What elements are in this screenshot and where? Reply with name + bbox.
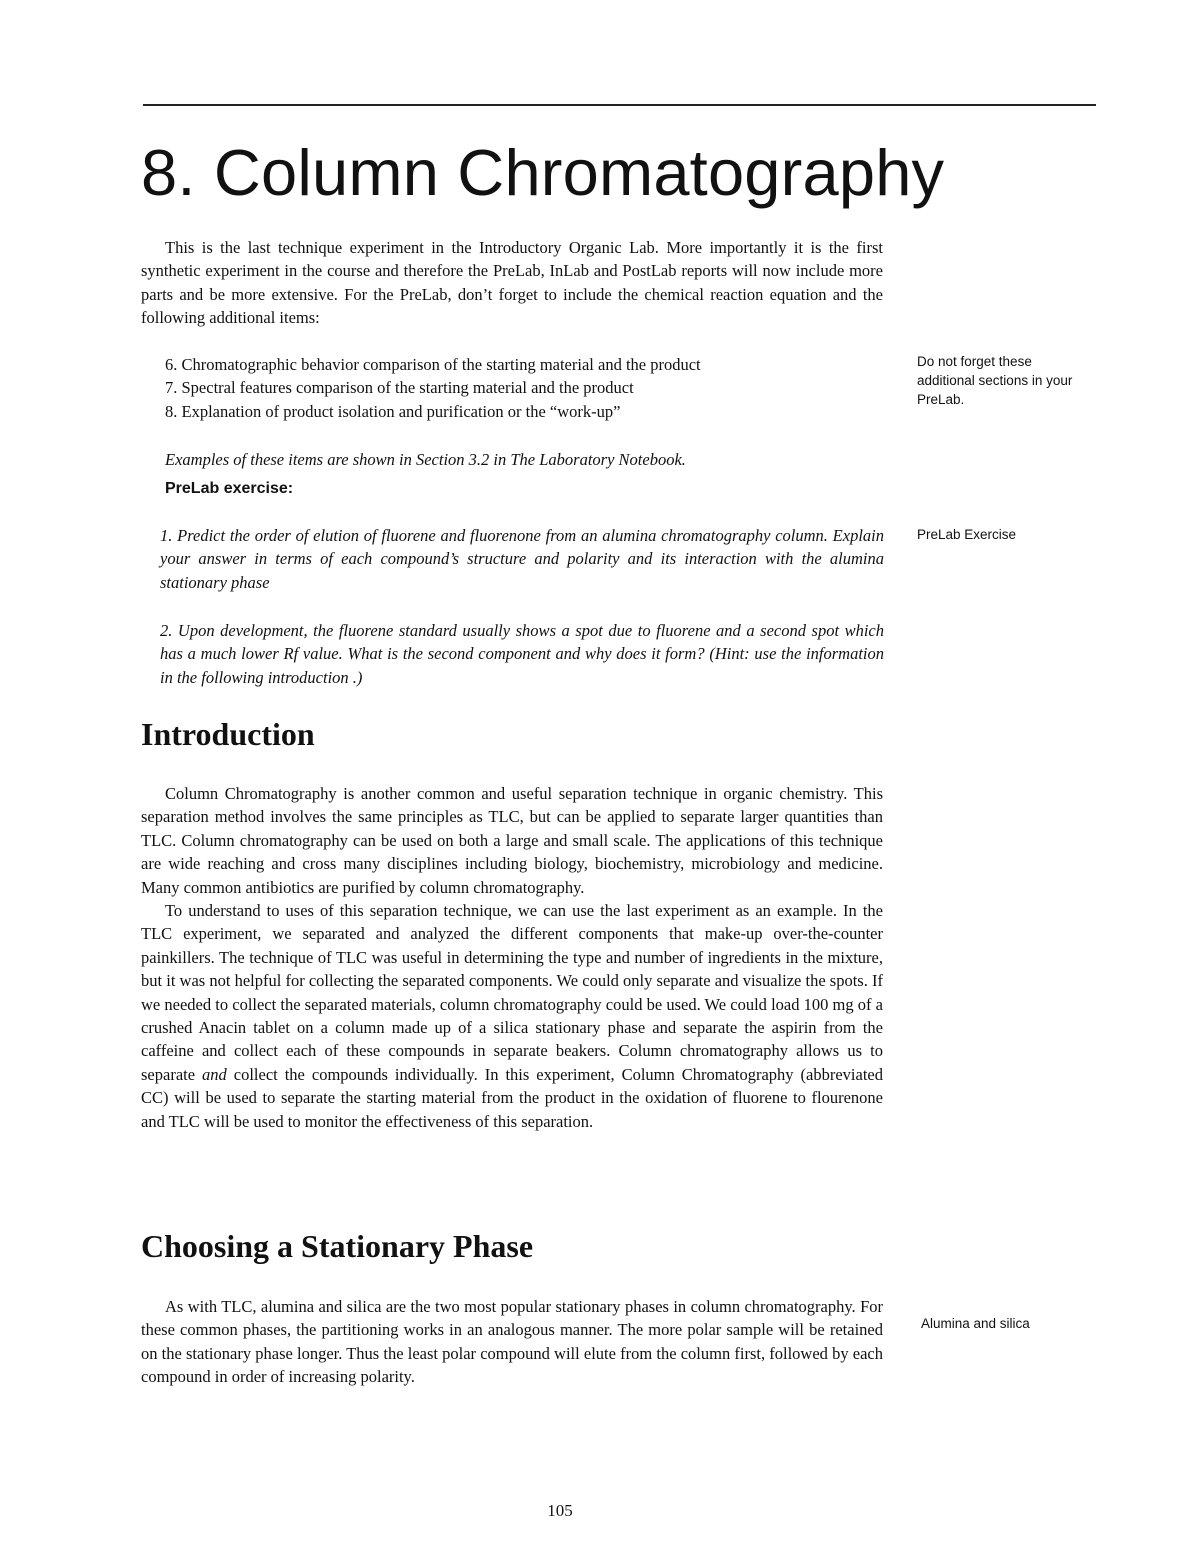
introduction-paragraph-2 (141, 899, 883, 1133)
list-item: 8. Explanation of product isolation and purification or the “work-up” (165, 401, 621, 421)
introduction-body (141, 782, 883, 1133)
additional-items-list (165, 353, 885, 423)
margin-note-alumina-silica: Alumina and silica (921, 1316, 1030, 1331)
section-heading-introduction: Introduction (141, 716, 315, 752)
list-item: 7. Spectral features comparison of the starting material and the product (165, 378, 634, 398)
stationary-phase-paragraph: As with TLC, alumina and silica are the two most popular stationary phases in column chromatography. For these common phases, the partitioning works in an analogous manner. The more polar sample will be retained on the stationary phase longer. Thus the least polar compound will elute from the column first, followed by each compound in order of increasing polarity. (141, 1297, 883, 1387)
introduction-paragraph-1: Column Chromatography is another common and useful separation technique in organic chemistry. This separation method involves the same principles as TLC, but can be applied to separate larger quantities than TLC. Column chromatography can be used on both a large and small scale. The applications of this technique are wide reaching and cross many disciplines including biology, biochemistry, microbiology and medicine. Many common antibiotics are purified by column chromatography. (141, 784, 883, 897)
page-number: 105 (547, 1501, 573, 1520)
section-heading-stationary-phase: Choosing a Stationary Phase (141, 1228, 534, 1264)
emphasis-word: and (202, 1064, 227, 1084)
examples-note: Examples of these items are shown in Section 3.2 in The Laboratory Notebook. (165, 450, 686, 469)
prelab-item-2: 2. Upon development, the fluorene standard usually shows a spot due to fluorene and a second spot which has a much lower Rf value. What is the second component and why does it form? (Hint: use the information in the following introduction .) (160, 621, 884, 687)
header-rule (143, 104, 1096, 106)
list-item: 6. Chromatographic behavior comparison of the starting material and the product (165, 355, 701, 374)
introduction-paragraph-2-head: To understand to uses of this separation technique, we can use the last experiment as an example. In the TLC experiment, we separated and analyzed the different components that make-up over-the-counter painkillers. The technique of TLC was useful in determining the type and number of ingredients in the mixture, but it was not helpful for collecting the separated components. We could only separate and visualize the spots. If we needed to collect the separated materials, column chromatography could be used. We could load 100 mg of a crushed Anacin tablet on a column made up of a silica stationary phase and separate the aspirin from the caffeine and collect each of these compounds in separate beakers. Column chromatography allows us to separate (141, 901, 883, 1084)
margin-note-additional-sections: Do not forget these additional sections in your PreLab. (917, 354, 1073, 407)
intro-paragraph-text: This is the last technique experiment in the Introductory Organic Lab. More importantly it is the first synthetic experiment in the course and therefore the PreLab, InLab and PostLab reports will now include more parts and be more extensive. For the PreLab, don’t forget to include the chemical reaction equation and the following additional items: (141, 238, 883, 328)
margin-note-prelab-exercise: PreLab Exercise (917, 527, 1017, 542)
intro-paragraph (141, 236, 883, 330)
chapter-title: 8. Column Chromatography (141, 136, 945, 209)
introduction-paragraph-2-tail: collect the compounds individually. In this experiment, Column Chromatography (abbreviated CC) will be used to separate the starting material from the product in the oxidation of fluorene to flourenone and TLC will be used to monitor the effectiveness of this separation. (141, 1064, 883, 1131)
prelab-item-1: 1. Predict the order of elution of fluorene and fluorenone from an alumina chromatography column. Explain your answer in terms of each compound’s structure and polarity and its interaction with the alumina stationary phase (160, 526, 884, 592)
prelab-heading: PreLab exercise: (165, 480, 294, 497)
stationary-phase-body (141, 1295, 883, 1389)
